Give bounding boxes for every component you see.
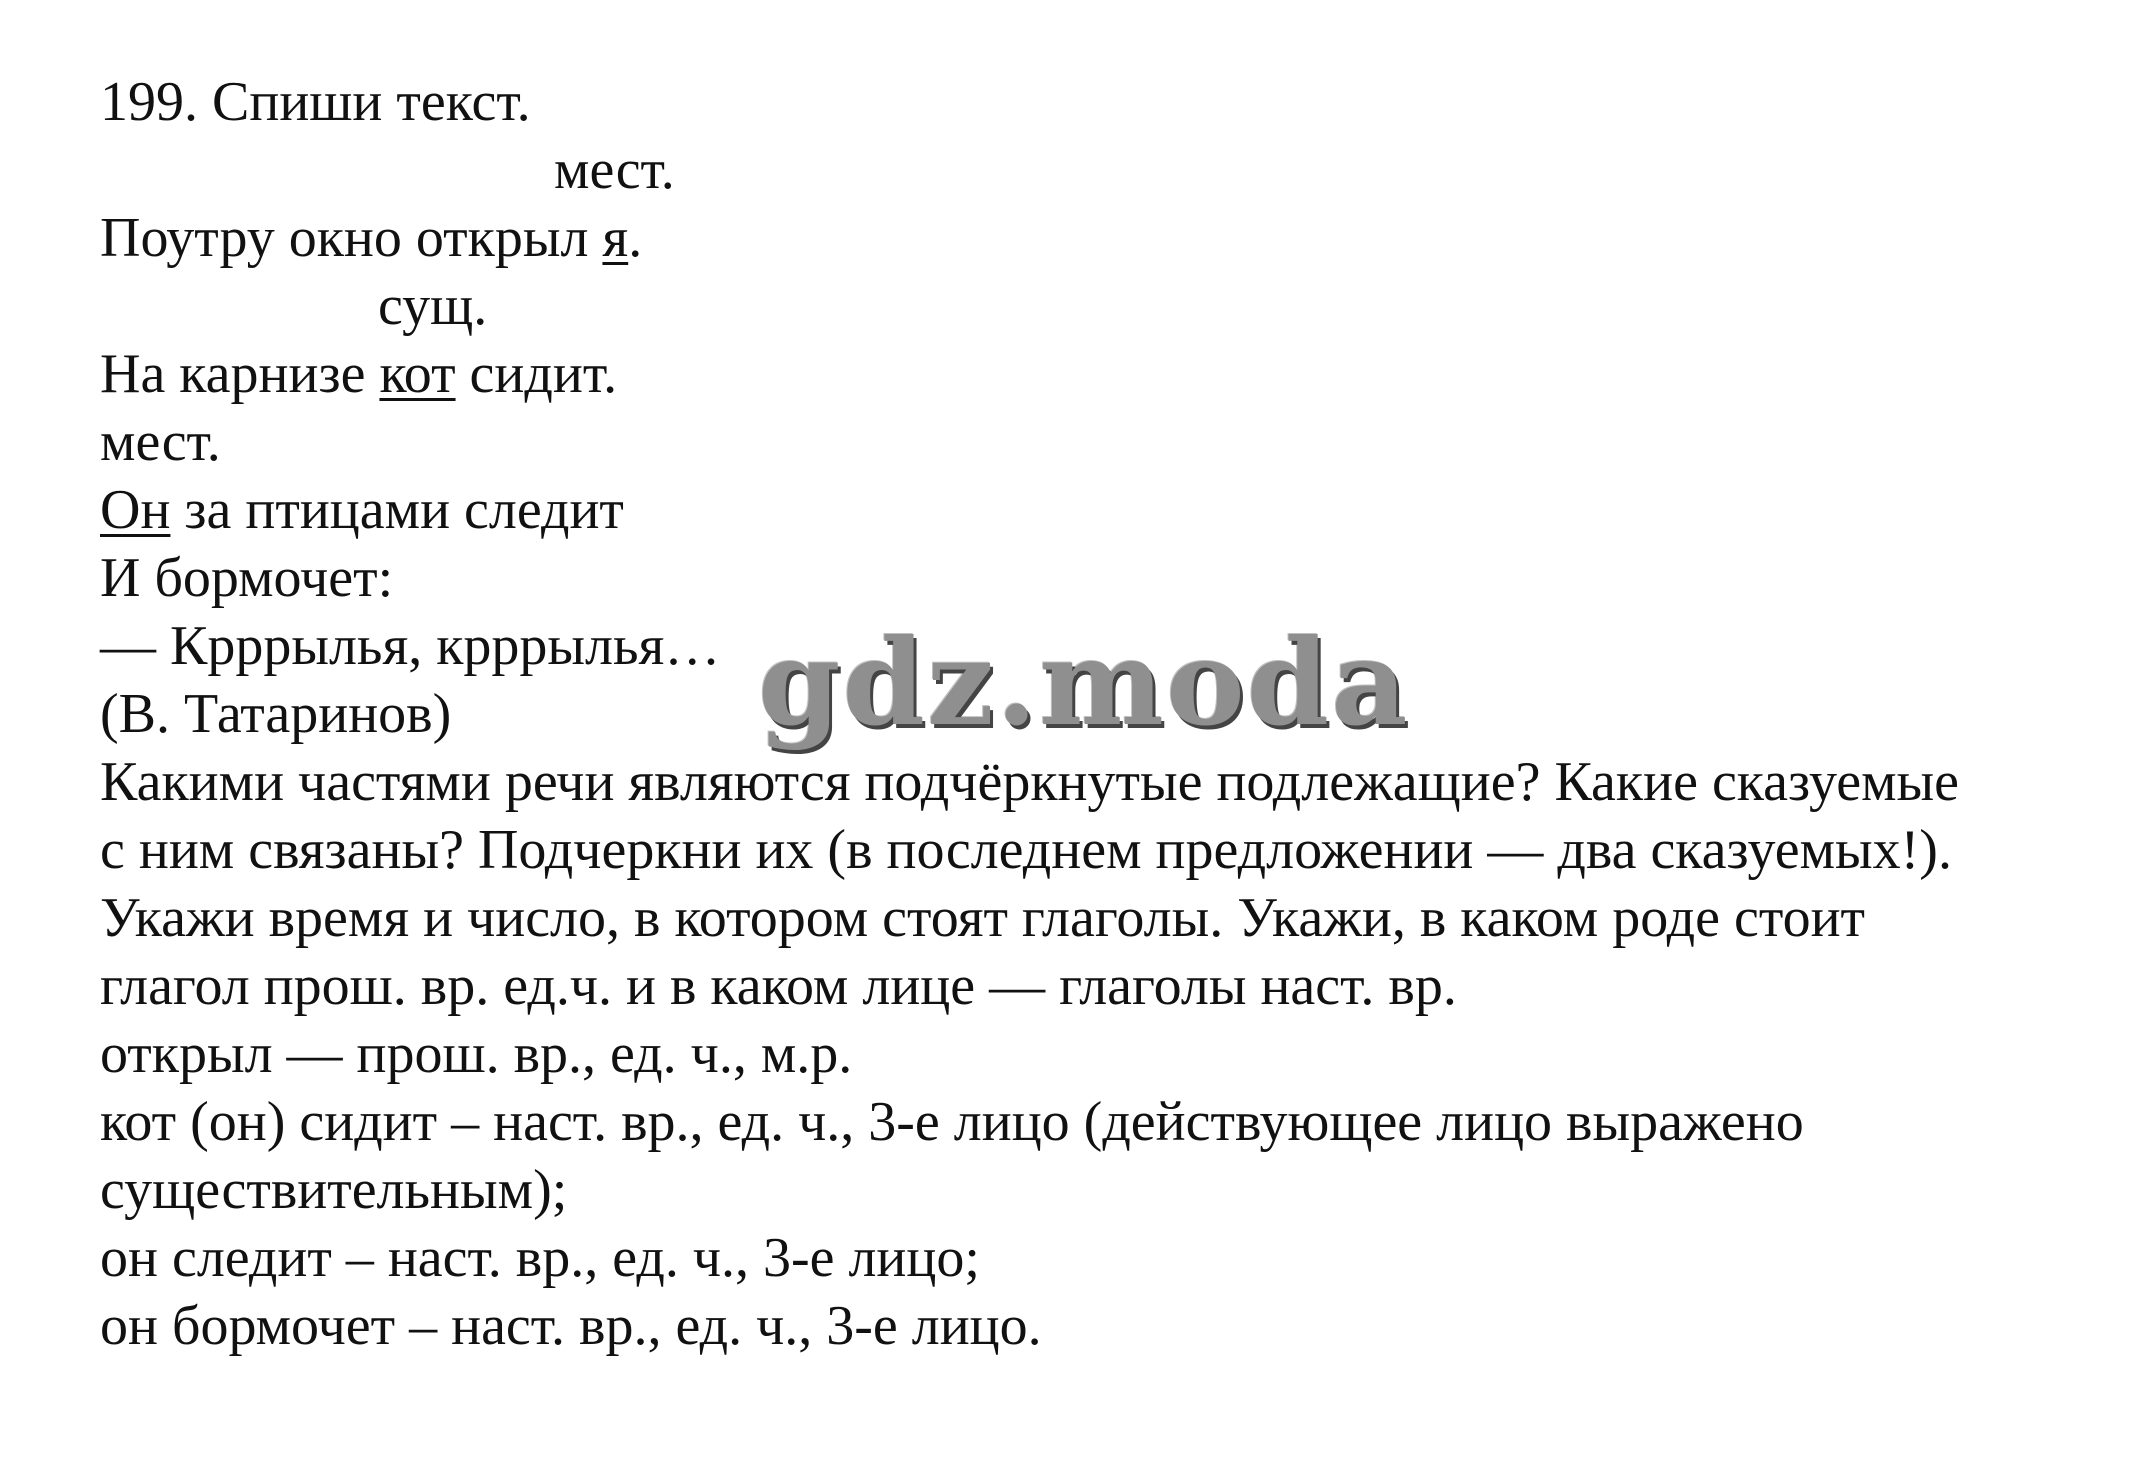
poem-text: сидит.: [455, 343, 618, 405]
answer-line: открыл — прош. вр., ед. ч., м.р.: [100, 1023, 853, 1085]
poem-line-4: И бормочет:: [100, 547, 394, 609]
part-of-speech-label: мест.: [554, 139, 675, 201]
answer-line: существительным);: [100, 1159, 568, 1221]
poem-line-3: [100, 476, 624, 544]
underlined-subject: я: [602, 207, 629, 269]
exercise-heading: 199. Спиши текст.: [100, 71, 531, 133]
answer-line: он следит – наст. вр., ед. ч., 3-е лицо;: [100, 1227, 980, 1289]
answer-line: кот (он) сидит – наст. вр., ед. ч., 3-е лицо (действующее лицо выражено: [100, 1091, 1804, 1153]
poem-text: за птицами следит: [170, 479, 624, 541]
poem-line-5: — Крррылья, крррылья…: [100, 615, 721, 677]
answer-line: он бормочет – наст. вр., ед. ч., 3-е лицо.: [100, 1295, 1042, 1357]
task-line: с ним связаны? Подчеркни их (в последнем предложении — два сказуемых!).: [100, 819, 1952, 881]
part-of-speech-label: сущ.: [378, 275, 488, 337]
poem-text: .: [628, 207, 643, 269]
task-line: Какими частями речи являются подчёркнутые подлежащие? Какие сказуемые: [100, 751, 1959, 813]
underlined-subject: кот: [379, 343, 456, 405]
poem-text: На карнизе: [100, 343, 380, 405]
poem-author: (В. Татаринов): [100, 683, 452, 745]
poem-line-2: [100, 340, 617, 408]
watermark-logo: gdz.moda: [758, 613, 1410, 752]
part-of-speech-label: мест.: [100, 411, 221, 473]
poem-text: Поутру окно открыл: [100, 207, 603, 269]
task-line: Укажи время и число, в котором стоят глаголы. Укажи, в каком роде стоит: [100, 887, 1866, 949]
poem-line-1: [100, 204, 642, 272]
task-line: глагол прош. вр. ед.ч. и в каком лице — глаголы наст. вр.: [100, 955, 1457, 1017]
underlined-subject: Он: [100, 479, 171, 541]
